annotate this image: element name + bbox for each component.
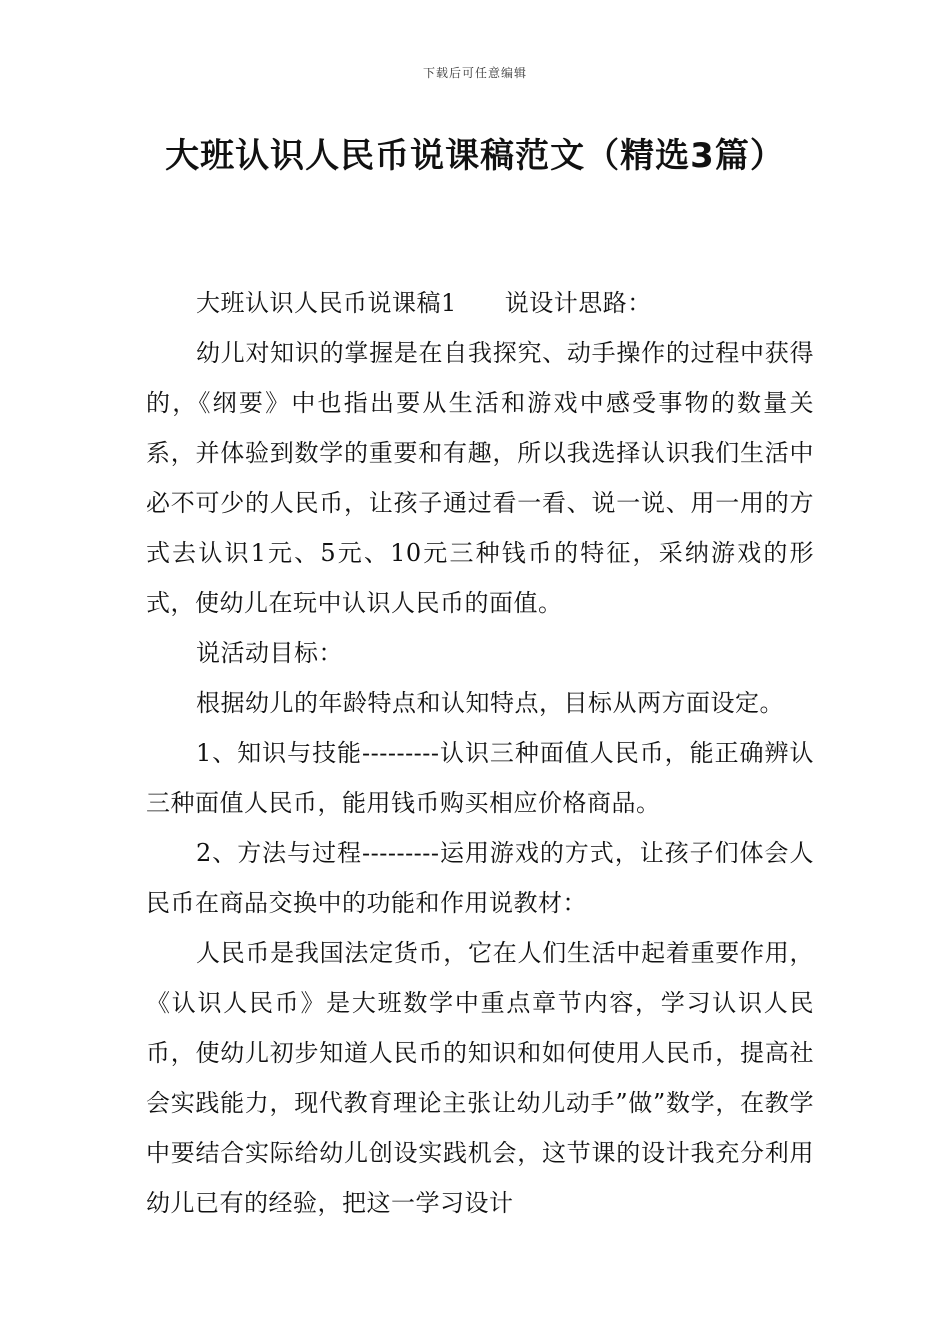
paragraph-goals-heading: 说活动目标：: [196, 639, 343, 667]
paragraph-goal-2: 2、方法与过程---------运用游戏的方式，让孩子们体会人民币在商品交换中的功能和作用说教材：: [146, 839, 814, 917]
paragraph-goals-intro: 根据幼儿的年龄特点和认知特点，目标从两方面设定。: [196, 689, 784, 717]
document-body: [146, 278, 814, 1228]
document-title: 大班认识人民币说课稿范文（精选3篇）: [165, 136, 785, 176]
header-note: 下载后可任意编辑: [422, 66, 527, 80]
section-heading-line: [146, 278, 814, 328]
section-subheading: 说设计思路：: [504, 289, 652, 317]
paragraph-textbook: 人民币是我国法定货币，它在人们生活中起着重要作用，《认识人民币》是大班数学中重点章节内容，学习认识人民币，使幼儿初步知道人民币的知识和如何使用人民币，提高社会实践能力，现代教育理论主张让幼儿动手”做”数学，在教学中要结合实际给幼儿创设实践机会，这节课的设计我充分利用幼儿已有的经验，把这一学习设计: [146, 939, 814, 1217]
section-heading: 大班认识人民币说课稿1: [196, 289, 457, 317]
paragraph-goal-1: 1、知识与技能---------认识三种面值人民币，能正确辨认三种面值人民币，能用钱币购买相应价格商品。: [146, 739, 814, 817]
paragraph-design-idea: 幼儿对知识的掌握是在自我探究、动手操作的过程中获得的，《纲要》中也指出要从生活和游戏中感受事物的数量关系，并体验到数学的重要和有趣，所以我选择认识我们生活中必不可少的人民币，让孩子通过看一看、说一说、用一用的方式去认识1元、5元、10元三种钱币的特征，采纳游戏的形式，使幼儿在玩中认识人民币的面值。: [146, 339, 814, 617]
